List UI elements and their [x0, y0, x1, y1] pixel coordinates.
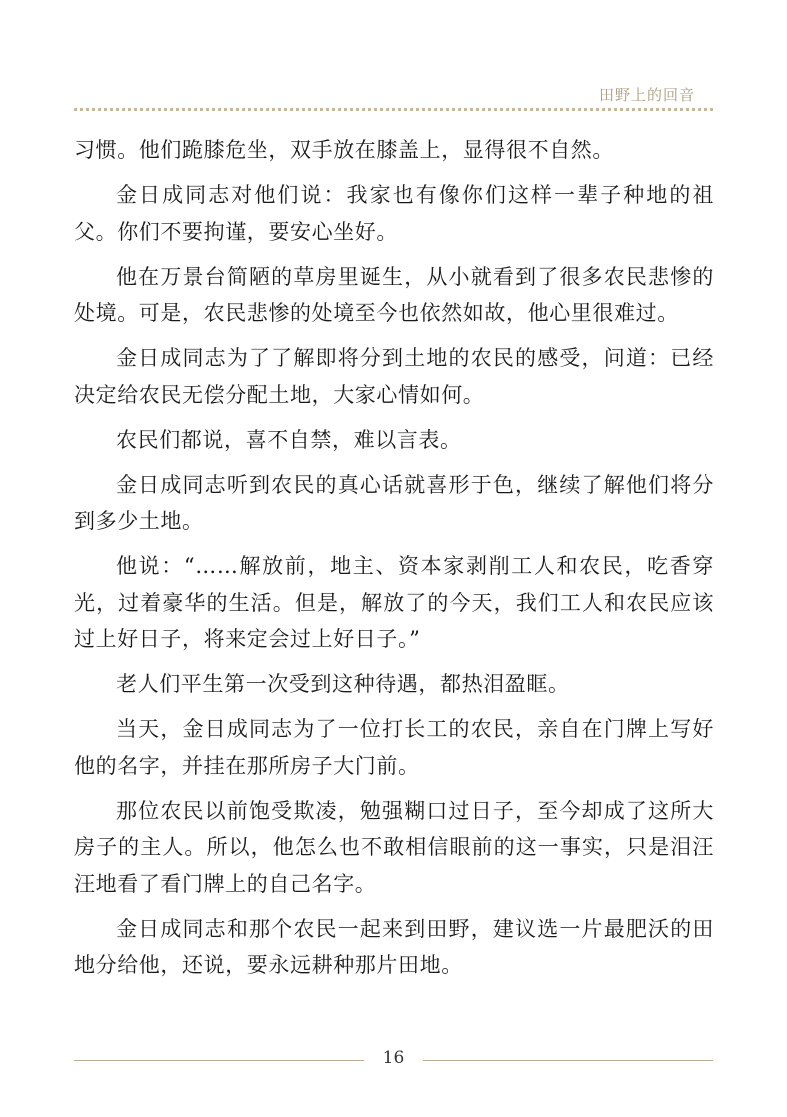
paragraph: 金日成同志听到农民的真心话就喜形于色，继续了解他们将分到多少土地。 [74, 472, 714, 533]
page-number: 16 [382, 1048, 405, 1068]
running-title: 田野上的回音 [598, 86, 695, 104]
footer-rule-right [423, 1060, 713, 1061]
body-text [74, 132, 714, 984]
paragraph: 他在万景台简陋的草房里诞生，从小就看到了很多农民悲惨的处境。可是，农民悲惨的处境至今也依然如故，他心里很难过。 [74, 264, 714, 325]
paragraph: 当天，金日成同志为了一位打长工的农民，亲自在门牌上写好他的名字，并挂在那所房子大门前。 [74, 717, 714, 778]
page-footer [74, 1048, 713, 1072]
paragraph: 金日成同志对他们说：我家也有像你们这样一辈子种地的祖父。你们不要拘谨，要安心坐好。 [74, 183, 714, 244]
paragraph: 他说：“……解放前，地主、资本家剥削工人和农民，吃香穿光，过着豪华的生活。但是，解放了的今天，我们工人和农民应该过上好日子，将来定会过上好日子。” [74, 554, 714, 651]
paragraph: 农民们都说，喜不自禁，难以言表。 [116, 427, 462, 452]
paragraph: 老人们平生第一次受到这种待遇，都热泪盈眶。 [116, 672, 570, 696]
paragraph: 金日成同志为了了解即将分到土地的农民的感受，问道：已经决定给农民无偿分配土地，大家心情如何。 [74, 346, 714, 407]
header-dotted-divider [74, 108, 713, 111]
paragraph: 习惯。他们跪膝危坐，双手放在膝盖上，显得很不自然。 [74, 138, 614, 162]
paragraph: 金日成同志和那个农民一起来到田野，建议选一片最肥沃的田地分给他，还说，要永远耕种那片田地。 [74, 916, 714, 977]
paragraph: 那位农民以前饱受欺凌，勉强糊口过日子，至今却成了这所大房子的主人。所以，他怎么也不敢相信眼前的这一事实，只是泪汪汪地看了看门牌上的自己名字。 [74, 798, 714, 896]
